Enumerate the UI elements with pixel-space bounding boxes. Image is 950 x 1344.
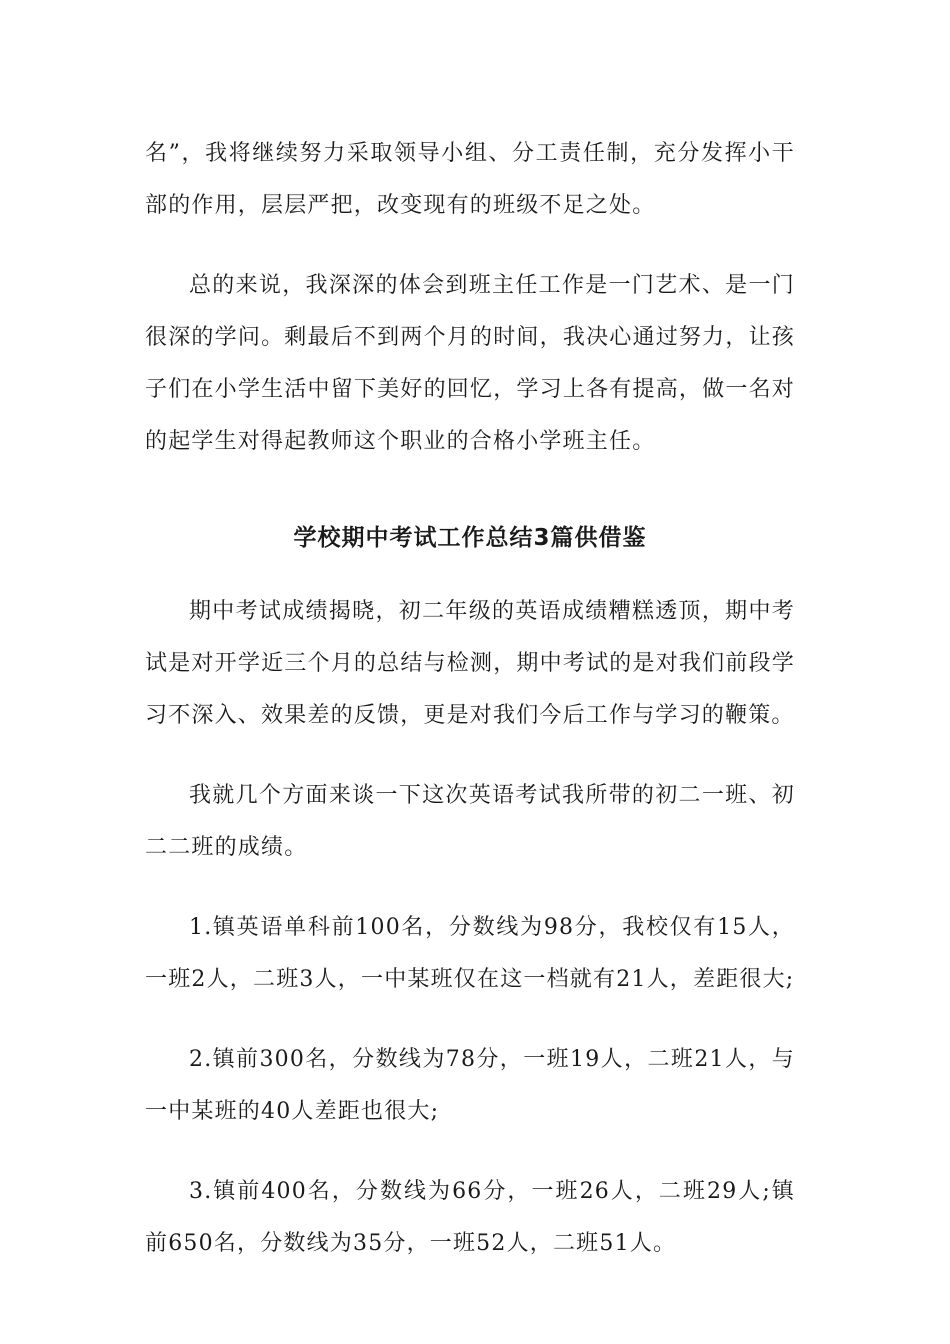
list-item-2: 2.镇前300名，分数线为78分，一班19人，二班21人，与一中某班的40人差距也很大;: [145, 1047, 795, 1124]
section-heading: 学校期中考试工作总结3篇供借鉴: [293, 525, 647, 551]
list-item-3: 3.镇前400名，分数线为66分，一班26人，二班29人;镇前650名，分数线为35分，一班52人，二班51人。: [145, 1179, 795, 1256]
paragraph-overview: 我就几个方面来谈一下这次英语考试我所带的初二一班、初二二班的成绩。: [145, 783, 795, 860]
document-body: [145, 128, 795, 1270]
paragraph-intro: 期中考试成绩揭晓，初二年级的英语成绩糟糕透顶，期中考试是对开学近三个月的总结与检测，期中考试的是对我们前段学习不深入、效果差的反馈，更是对我们今后工作与学习的鞭策。: [145, 599, 795, 728]
paragraph-summary: 总的来说，我深深的体会到班主任工作是一门艺术、是一门很深的学问。剩最后不到两个月的时间，我决心通过努力，让孩子们在小学生活中留下美好的回忆，学习上各有提高，做一名对的起学生对得起教师这个职业的合格小学班主任。: [145, 273, 795, 454]
paragraph-continuation: 名”，我将继续努力采取领导小组、分工责任制，充分发挥小干部的作用，层层严把，改变现有的班级不足之处。: [145, 141, 795, 218]
list-item-1: 1.镇英语单科前100名，分数线为98分，我校仅有15人，一班2人，二班3人，一中某班仅在这一档就有21人，差距很大;: [145, 915, 795, 992]
